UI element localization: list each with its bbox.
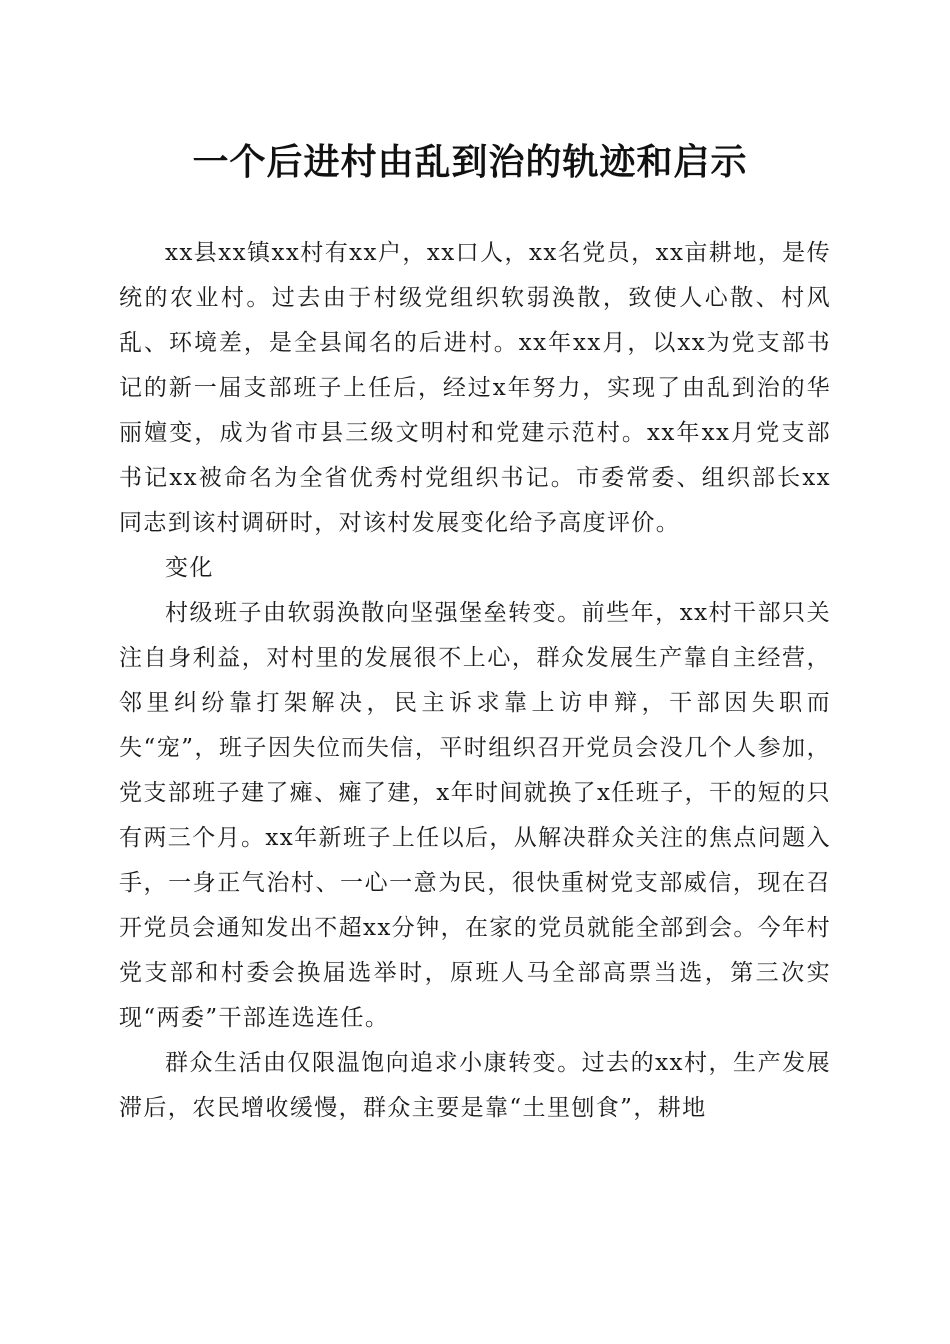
- document-body: [119, 231, 831, 1131]
- document-title: 一个后进村由乱到治的轨迹和启示: [192, 141, 748, 183]
- section-heading-changes: 变化: [165, 555, 214, 581]
- paragraph-leadership-change: 村级班子由软弱涣散向坚强堡垒转变。前些年，xx村干部只关注自身利益，对村里的发展很不上心，群众发展生产靠自主经营，邻里纠纷靠打架解决，民主诉求靠上访申辩，干部因失职而失“宠”，班子因失位而失信，平时组织召开党员会没几个人参加，党支部班子建了瘫、瘫了建，x年时间就换了x任班子，干的短的只有两三个月。xx年新班子上任以后，从解决群众关注的焦点问题入手，一身正气治村、一心一意为民，很快重树党支部威信，现在召开党员会通知发出不超xx分钟，在家的党员就能全部到会。今年村党支部和村委会换届选举时，原班人马全部高票当选，第三次实现“两委”干部连选连任。: [119, 600, 831, 1031]
- paragraph-living-change: 群众生活由仅限温饱向追求小康转变。过去的xx村，生产发展滞后，农民增收缓慢，群众主要是靠“土里刨食”，耕地: [119, 1050, 831, 1121]
- paragraph-intro: xx县xx镇xx村有xx户，xx口人，xx名党员，xx亩耕地，是传统的农业村。过去由于村级党组织软弱涣散，致使人心散、村风乱、环境差，是全县闻名的后进村。xx年xx月，以xx为党支部书记的新一届支部班子上任后，经过x年努力，实现了由乱到治的华丽嬗变，成为省市县三级文明村和党建示范村。xx年xx月党支部书记xx被命名为全省优秀村党组织书记。市委常委、组织部长xx同志到该村调研时，对该村发展变化给予高度评价。: [119, 240, 831, 536]
